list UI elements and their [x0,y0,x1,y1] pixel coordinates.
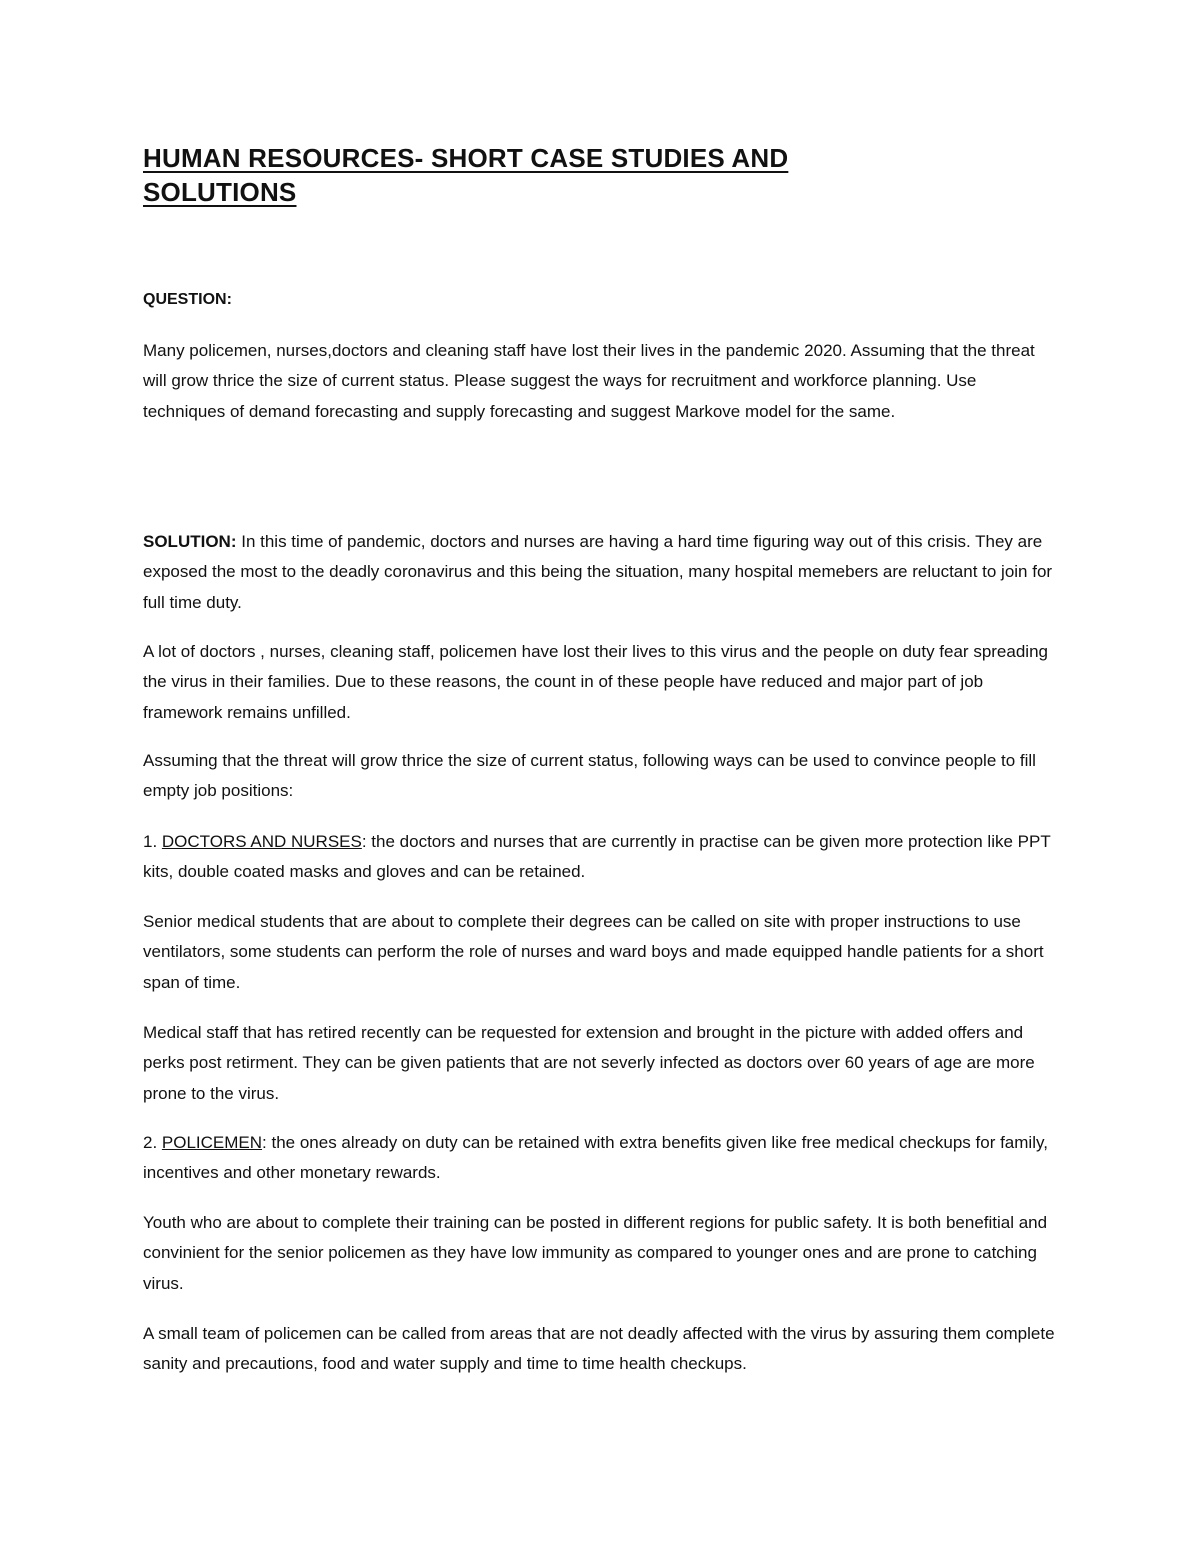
solution-paragraph [143,527,1058,618]
document-title: HUMAN RESOURCES- SHORT CASE STUDIES AND SOLUTIONS [143,143,789,207]
doctors-number: 1. [143,832,162,851]
question-heading: QUESTION: [143,291,232,308]
solution-text: In this time of pandemic, doctors and nurses are having a hard time figuring way out of this crisis. They are exposed the most to the deadly coronavirus and this being the situation, many hospital memebers are reluctant to join for full time duty. [143,532,1053,612]
police-section [143,1128,1058,1189]
police-paragraph-3: A small team of policemen can be called from areas that are not deadly affected with the virus by assuring them complete sanity and precautions, food and water supply and time to time health checkups. [143,1324,1055,1374]
solution-paragraph-2: A lot of doctors , nurses, cleaning staff, policemen have lost their lives to this virus and the people on duty fear spreading the virus in their families. Due to these reasons, the count in of these people have reduced and major part of job framework remains unfilled. [143,642,1048,722]
question-paragraph: Many policemen, nurses,doctors and cleaning staff have lost their lives in the pandemic 2020. Assuming that the threat will grow thrice the size of current status. Please suggest the ways for recruitment and workforce planning. Use techniques of demand forecasting and supply forecasting and suggest Markove model for the same. [143,341,1035,421]
police-paragraph-2: Youth who are about to complete their training can be posted in different regions for public safety. It is both benefitial and convinient for the senior policemen as they have low immunity as compared to younger ones and are prone to catching virus. [143,1213,1048,1293]
police-heading: POLICEMEN [161,1133,263,1152]
solution-paragraph-3: Assuming that the threat will grow thrice the size of current status, following ways can be used to convince people to fill empty job positions: [143,751,1036,801]
doctors-paragraph-2: Senior medical students that are about to complete their degrees can be called on site with proper instructions to use ventilators, some students can perform the role of nurses and ward boys and made equipped handle patients for a short span of time. [143,912,1044,992]
doctors-section [143,827,1058,888]
doctors-heading: DOCTORS AND NURSES [161,832,362,851]
police-text: : the ones already on duty can be retained with extra benefits given like free medical checkups for family, incentives and other monetary rewards. [143,1133,1048,1183]
solution-label: SOLUTION: [143,532,237,551]
police-number: 2. [143,1133,162,1152]
doctors-text: : the doctors and nurses that are currently in practise can be given more protection like PPT kits, double coated masks and gloves and can be retained. [143,832,1051,882]
doctors-paragraph-3: Medical staff that has retired recently can be requested for extension and brought in the picture with added offers and perks post retirment. They can be given patients that are not severly infected as doctors over 60 years of age are more prone to the virus. [143,1023,1035,1103]
